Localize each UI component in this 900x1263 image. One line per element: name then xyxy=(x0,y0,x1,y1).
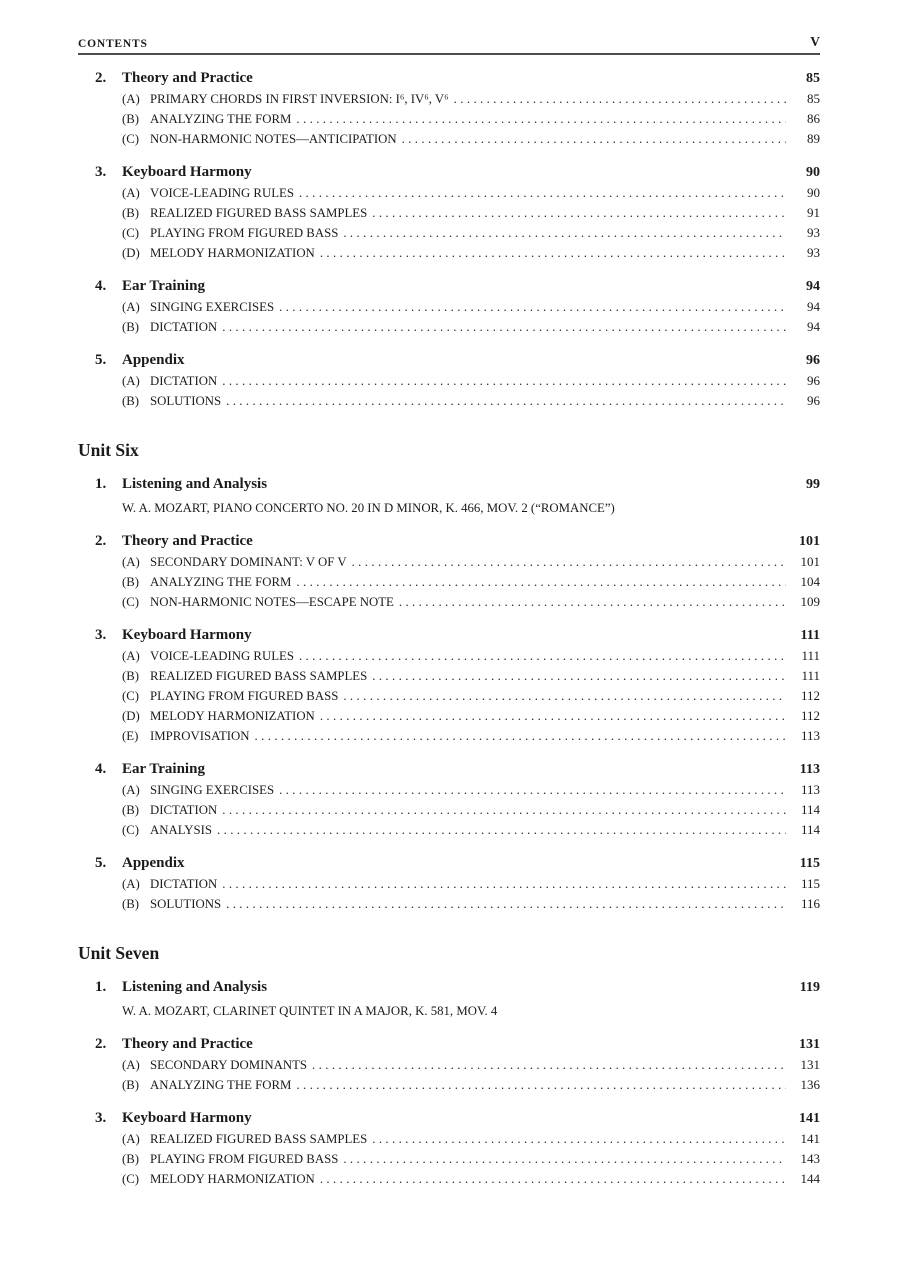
toc-subentry xyxy=(122,203,820,223)
dot-leader xyxy=(402,130,786,149)
subentry-title: IMPROVISATION xyxy=(150,729,250,743)
toc-subentry xyxy=(122,1075,820,1095)
subentry-page: 109 xyxy=(800,594,820,609)
entry-number: 1. xyxy=(95,979,107,995)
subentry-page: 111 xyxy=(801,648,820,663)
subentry-title: VOICE-LEADING RULES xyxy=(150,186,294,200)
dot-leader xyxy=(320,707,786,726)
subentry-page: 94 xyxy=(807,299,820,314)
entry-number: 2. xyxy=(95,70,107,86)
subentry-label: (C) xyxy=(122,689,140,703)
subentry-title: MELODY HARMONIZATION xyxy=(150,709,315,723)
entry-title: Ear Training xyxy=(122,761,205,777)
subentry-label: (E) xyxy=(122,729,139,743)
subentry-title: MELODY HARMONIZATION xyxy=(150,1172,315,1186)
dot-leader xyxy=(320,1170,786,1189)
dot-leader xyxy=(320,244,786,263)
unit-heading: Unit Six xyxy=(78,440,139,460)
dot-leader xyxy=(343,224,786,243)
dot-leader xyxy=(296,573,786,592)
subentry-title: SOLUTIONS xyxy=(150,394,222,408)
subentry-title: REALIZED FIGURED BASS SAMPLES xyxy=(150,206,368,220)
dot-leader xyxy=(372,1130,786,1149)
toc-entry xyxy=(95,625,820,646)
subentry-page: 111 xyxy=(801,668,820,683)
entry-title: Ear Training xyxy=(122,278,205,294)
subentry-title: REALIZED FIGURED BASS SAMPLES xyxy=(150,669,368,683)
toc-subentry xyxy=(122,800,820,820)
dot-leader xyxy=(312,1056,786,1075)
subentry-label: (A) xyxy=(122,374,140,388)
subentry-title: PLAYING FROM FIGURED BASS xyxy=(150,226,339,240)
subentry-label: (B) xyxy=(122,320,140,334)
entry-page: 141 xyxy=(799,1111,820,1126)
toc-subentry xyxy=(122,391,820,411)
toc-entry xyxy=(95,68,820,89)
subentry-page: 93 xyxy=(807,245,820,260)
dot-leader xyxy=(454,90,786,109)
entry-title: Keyboard Harmony xyxy=(122,627,252,643)
subentry-label: (D) xyxy=(122,709,140,723)
subentry-label: (B) xyxy=(122,803,140,817)
entry-page: 115 xyxy=(799,856,820,871)
subentry-page: 89 xyxy=(807,131,820,146)
toc-subentry xyxy=(122,646,820,666)
toc-subentry xyxy=(122,109,820,129)
subentry-page: 96 xyxy=(807,373,820,388)
toc-subentry xyxy=(122,894,820,914)
toc-subentry xyxy=(122,223,820,243)
toc-subentry xyxy=(122,686,820,706)
subentry-title: ANALYZING THE FORM xyxy=(150,575,292,589)
page-number: V xyxy=(810,34,820,49)
entry-title: Keyboard Harmony xyxy=(122,1110,252,1126)
toc-subentry xyxy=(122,1055,820,1075)
subentry-page: 114 xyxy=(800,802,820,817)
subentry-page: 116 xyxy=(800,896,820,911)
subentry-title: DICTATION xyxy=(150,374,218,388)
toc-entry xyxy=(95,1108,820,1129)
toc-subentry xyxy=(122,1169,820,1189)
toc-subentry xyxy=(122,592,820,612)
subentry-title: SINGING EXERCISES xyxy=(150,300,275,314)
subentry-title: ANALYZING THE FORM xyxy=(150,1078,292,1092)
subentry-title: ANALYSIS xyxy=(150,823,212,837)
entry-title: Theory and Practice xyxy=(122,1036,253,1052)
entry-page: 119 xyxy=(799,980,820,995)
dot-leader xyxy=(255,727,786,746)
unit-heading: Unit Seven xyxy=(78,943,160,963)
toc-subentry xyxy=(122,243,820,263)
subentry-page: 113 xyxy=(800,728,820,743)
toc xyxy=(78,68,820,1189)
dot-leader xyxy=(296,110,786,129)
subentry-page: 90 xyxy=(807,185,820,200)
subentry-label: (A) xyxy=(122,1058,140,1072)
subentry-label: (C) xyxy=(122,132,140,146)
subentry-title: MELODY HARMONIZATION xyxy=(150,246,315,260)
dot-leader xyxy=(217,821,786,840)
subentry-label: (A) xyxy=(122,877,140,891)
dot-leader xyxy=(279,781,786,800)
subentry-page: 131 xyxy=(800,1057,820,1072)
subentry-title: NON-HARMONIC NOTES—ANTICIPATION xyxy=(150,132,397,146)
subentry-label: (B) xyxy=(122,112,140,126)
toc-subentry xyxy=(122,317,820,337)
subentry-title: VOICE-LEADING RULES xyxy=(150,649,294,663)
entry-title: Theory and Practice xyxy=(122,533,253,549)
subentry-label: (B) xyxy=(122,1152,140,1166)
entry-title: Listening and Analysis xyxy=(122,979,268,995)
toc-subentry xyxy=(122,371,820,391)
subentry-page: 115 xyxy=(800,876,820,891)
toc-entry xyxy=(95,1034,820,1055)
subentry-page: 143 xyxy=(800,1151,820,1166)
subentry-label: (C) xyxy=(122,823,140,837)
entry-number: 3. xyxy=(95,1110,107,1126)
entry-page: 90 xyxy=(806,165,820,180)
subentry-title: SECONDARY DOMINANT: V OF V xyxy=(150,555,347,569)
entry-page: 131 xyxy=(799,1037,820,1052)
dot-leader xyxy=(222,372,786,391)
dot-leader xyxy=(222,318,786,337)
header-rule xyxy=(78,53,820,55)
subentry-label: (B) xyxy=(122,394,140,408)
toc-subentry xyxy=(122,1129,820,1149)
entry-number: 1. xyxy=(95,476,107,492)
subentry-title: DICTATION xyxy=(150,803,218,817)
subentry-page: 112 xyxy=(800,708,820,723)
contents-header-label: CONTENTS xyxy=(78,38,148,50)
subentry-page: 85 xyxy=(807,91,820,106)
subentry-label: (C) xyxy=(122,1172,140,1186)
entry-page: 101 xyxy=(799,534,820,549)
subentry-label: (A) xyxy=(122,186,140,200)
toc-entry xyxy=(95,276,820,297)
subentry-title: PLAYING FROM FIGURED BASS xyxy=(150,689,339,703)
subentry-page: 93 xyxy=(807,225,820,240)
entry-number: 4. xyxy=(95,278,107,294)
entry-note: W. A. MOZART, PIANO CONCERTO NO. 20 IN D MINOR, K. 466, MOV. 2 (“ROMANCE”) xyxy=(122,501,615,515)
dot-leader xyxy=(226,895,786,914)
toc-subentry xyxy=(122,706,820,726)
toc-entry xyxy=(95,759,820,780)
subentry-title: PRIMARY CHORDS IN FIRST INVERSION: I⁶, IV⁶, V⁶ xyxy=(150,92,449,106)
subentry-label: (B) xyxy=(122,575,140,589)
subentry-label: (C) xyxy=(122,226,140,240)
dot-leader xyxy=(296,1076,786,1095)
dot-leader xyxy=(343,1150,786,1169)
toc-subentry xyxy=(122,183,820,203)
subentry-label: (A) xyxy=(122,649,140,663)
subentry-title: SINGING EXERCISES xyxy=(150,783,275,797)
subentry-page: 141 xyxy=(800,1131,820,1146)
toc-entry xyxy=(95,531,820,552)
entry-note: W. A. MOZART, CLARINET QUINTET IN A MAJOR, K. 581, MOV. 4 xyxy=(122,1004,498,1018)
subentry-label: (A) xyxy=(122,555,140,569)
subentry-label: (B) xyxy=(122,1078,140,1092)
subentry-page: 96 xyxy=(807,393,820,408)
dot-leader xyxy=(299,184,786,203)
subentry-page: 104 xyxy=(800,574,820,589)
subentry-page: 94 xyxy=(807,319,820,334)
entry-title: Listening and Analysis xyxy=(122,476,268,492)
subentry-label: (A) xyxy=(122,92,140,106)
entry-number: 2. xyxy=(95,1036,107,1052)
entry-page: 94 xyxy=(806,279,820,294)
toc-subentry xyxy=(122,129,820,149)
toc-subentry xyxy=(122,89,820,109)
toc-subentry xyxy=(122,780,820,800)
toc-subentry xyxy=(122,874,820,894)
subentry-page: 113 xyxy=(800,782,820,797)
subentry-label: (B) xyxy=(122,897,140,911)
entry-number: 3. xyxy=(95,164,107,180)
entry-page: 85 xyxy=(806,71,820,86)
subentry-title: SOLUTIONS xyxy=(150,897,222,911)
toc-subentry xyxy=(122,572,820,592)
subentry-label: (C) xyxy=(122,595,140,609)
entry-title: Theory and Practice xyxy=(122,70,253,86)
subentry-page: 114 xyxy=(800,822,820,837)
subentry-title: DICTATION xyxy=(150,877,218,891)
dot-leader xyxy=(372,667,786,686)
entry-number: 5. xyxy=(95,855,107,871)
entry-number: 4. xyxy=(95,761,107,777)
dot-leader xyxy=(372,204,786,223)
toc-subentry xyxy=(122,820,820,840)
entry-title: Appendix xyxy=(122,855,185,871)
subentry-title: PLAYING FROM FIGURED BASS xyxy=(150,1152,339,1166)
entry-page: 111 xyxy=(800,628,820,643)
subentry-page: 101 xyxy=(800,554,820,569)
subentry-label: (A) xyxy=(122,783,140,797)
subentry-label: (D) xyxy=(122,246,140,260)
toc-subentry xyxy=(122,552,820,572)
subentry-page: 144 xyxy=(800,1171,820,1186)
dot-leader xyxy=(352,553,786,572)
subentry-title: DICTATION xyxy=(150,320,218,334)
entry-title: Appendix xyxy=(122,352,185,368)
dot-leader xyxy=(343,687,786,706)
toc-entry xyxy=(95,350,820,371)
entry-page: 99 xyxy=(806,477,820,492)
toc-entry xyxy=(95,853,820,874)
toc-subentry xyxy=(122,297,820,317)
dot-leader xyxy=(299,647,786,666)
entry-number: 2. xyxy=(95,533,107,549)
entry-number: 3. xyxy=(95,627,107,643)
subentry-title: SECONDARY DOMINANTS xyxy=(150,1058,308,1072)
subentry-title: REALIZED FIGURED BASS SAMPLES xyxy=(150,1132,368,1146)
toc-subentry xyxy=(122,1149,820,1169)
dot-leader xyxy=(399,593,786,612)
dot-leader xyxy=(222,875,786,894)
subentry-title: NON-HARMONIC NOTES—ESCAPE NOTE xyxy=(150,595,394,609)
dot-leader xyxy=(279,298,786,317)
entry-page: 113 xyxy=(799,762,820,777)
entry-number: 5. xyxy=(95,352,107,368)
dot-leader xyxy=(222,801,786,820)
subentry-label: (B) xyxy=(122,669,140,683)
subentry-page: 86 xyxy=(807,111,820,126)
dot-leader xyxy=(226,392,786,411)
entry-page: 96 xyxy=(806,353,820,368)
subentry-page: 112 xyxy=(800,688,820,703)
toc-entry xyxy=(95,162,820,183)
toc-entry xyxy=(95,977,820,998)
toc-subentry xyxy=(122,726,820,746)
running-header xyxy=(78,34,820,50)
toc-entry xyxy=(95,474,820,495)
entry-title: Keyboard Harmony xyxy=(122,164,252,180)
toc-subentry xyxy=(122,666,820,686)
subentry-label: (B) xyxy=(122,206,140,220)
subentry-label: (A) xyxy=(122,300,140,314)
subentry-page: 91 xyxy=(807,205,820,220)
subentry-title: ANALYZING THE FORM xyxy=(150,112,292,126)
subentry-page: 136 xyxy=(800,1077,820,1092)
subentry-label: (A) xyxy=(122,1132,140,1146)
